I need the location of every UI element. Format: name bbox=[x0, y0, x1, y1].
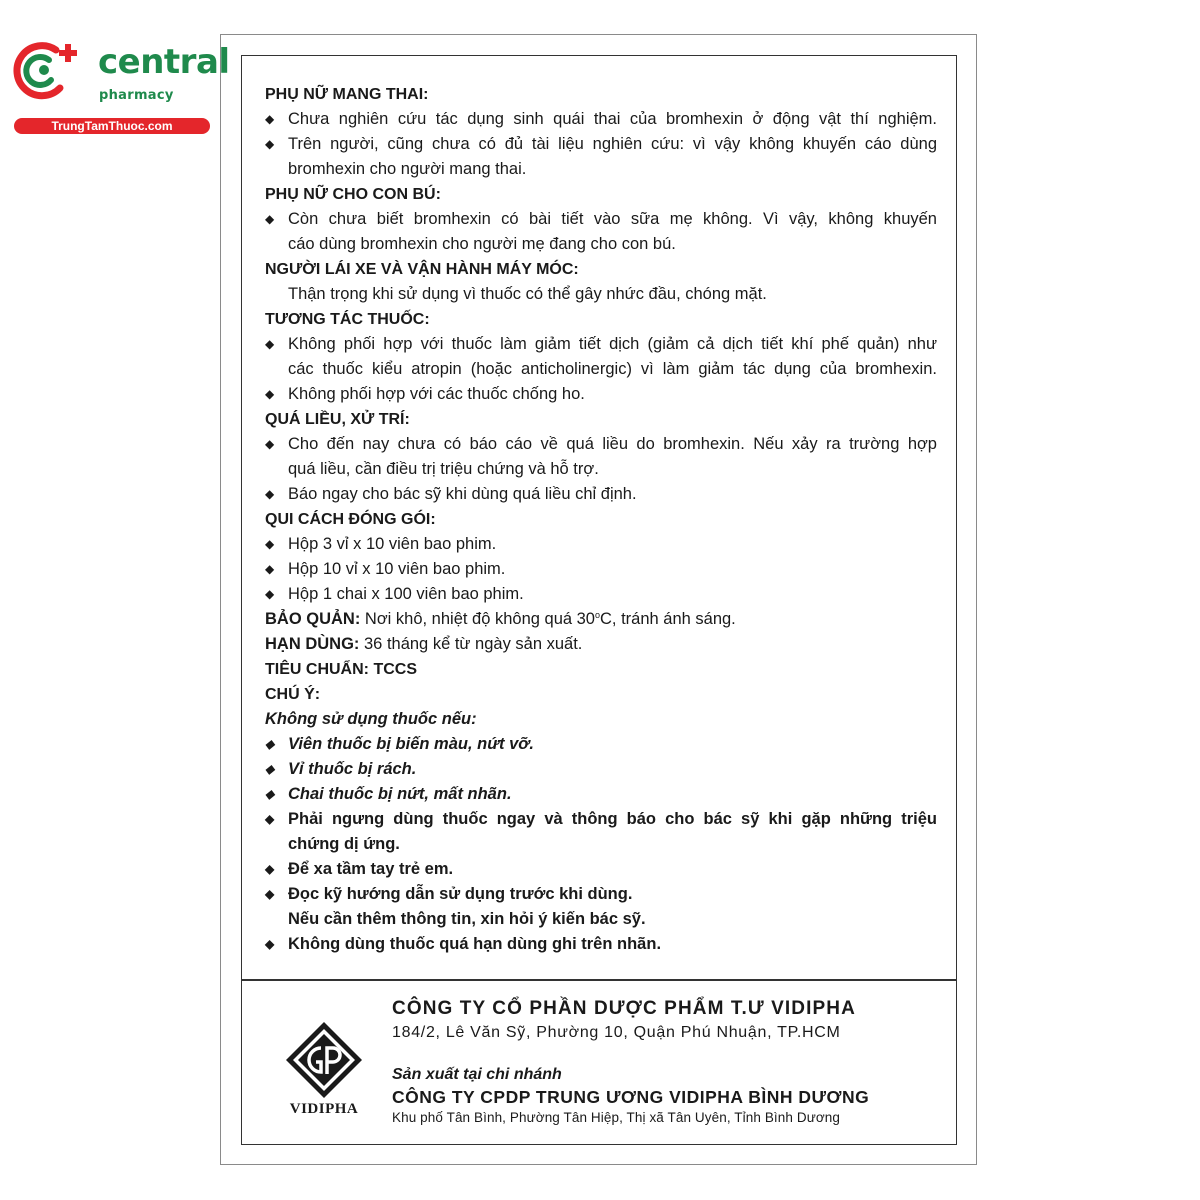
brand-url: TrungTamThuoc.com bbox=[14, 118, 210, 134]
bullet-text: Đọc kỹ hướng dẫn sử dụng trước khi dùng. bbox=[288, 885, 633, 903]
bullet-diamond-icon: ◆ bbox=[265, 737, 275, 751]
bullet-diamond-icon: ◆ bbox=[265, 387, 275, 401]
continuation-line: quá liều, cần điều trị triệu chứng và hỗ trợ. bbox=[288, 460, 599, 478]
continuation-line: Nếu cần thêm thông tin, xin hỏi ý kiến bác sỹ. bbox=[288, 910, 646, 928]
central-pharmacy-logo-icon bbox=[10, 38, 90, 104]
manufacturer-info bbox=[392, 996, 914, 1127]
bullet-item bbox=[265, 732, 937, 757]
line-label: BẢO QUẢN: bbox=[265, 610, 361, 628]
bullet-diamond-icon: ◆ bbox=[265, 112, 275, 126]
vidipha-logo-icon bbox=[284, 1020, 364, 1100]
bullet-text: Còn chưa biết bromhexin có bài tiết vào sữa mẹ không. Vì vậy, không khuyến bbox=[288, 210, 937, 228]
bullet-diamond-icon: ◆ bbox=[265, 537, 275, 551]
bullet-text: Không phối hợp với thuốc làm giảm tiết dịch (giảm cả dịch tiết khí phế quản) như bbox=[288, 335, 937, 353]
bullet-text: Hộp 10 vỉ x 10 viên bao phim. bbox=[288, 560, 506, 578]
line-value: 36 tháng kể từ ngày sản xuất. bbox=[359, 635, 583, 653]
bullet-text: Hộp 3 vỉ x 10 viên bao phim. bbox=[288, 535, 497, 553]
continuation-line: bromhexin cho người mang thai. bbox=[288, 160, 527, 178]
bullet-item bbox=[265, 807, 937, 832]
section-heading: PHỤ NỮ MANG THAI: bbox=[265, 86, 429, 103]
labeled-line bbox=[265, 607, 937, 632]
continuation-line: cáo dùng bromhexin cho người mẹ đang cho con bú. bbox=[288, 235, 676, 253]
bullet-text: Không phối hợp với các thuốc chống ho. bbox=[288, 385, 585, 403]
branch-name: CÔNG TY CPDP TRUNG ƯƠNG VIDIPHA BÌNH DƯƠNG bbox=[392, 1087, 870, 1107]
bullet-diamond-icon: ◆ bbox=[265, 337, 275, 351]
bullet-text: Báo ngay cho bác sỹ khi dùng quá liều chỉ định. bbox=[288, 485, 637, 503]
bullet-item bbox=[265, 882, 937, 907]
bullet-text: Để xa tầm tay trẻ em. bbox=[288, 860, 454, 878]
bullet-item bbox=[265, 582, 937, 607]
section-heading: QUÁ LIỀU, XỬ TRÍ: bbox=[265, 411, 410, 428]
section-heading: TIÊU CHUẨN: TCCS bbox=[265, 661, 417, 678]
bullet-item bbox=[265, 207, 937, 232]
bullet-text: Phải ngưng dùng thuốc ngay và thông báo cho bác sỹ khi gặp những triệu bbox=[288, 810, 937, 828]
continuation-line: chứng dị ứng. bbox=[288, 835, 400, 853]
company-address: 184/2, Lê Văn Sỹ, Phường 10, Quận Phú Nhuận, TP.HCM bbox=[392, 1024, 841, 1041]
footer-divider bbox=[241, 979, 957, 981]
bullet-text: Chai thuốc bị nứt, mất nhãn. bbox=[288, 785, 512, 803]
bullet-item bbox=[265, 932, 937, 957]
line-value-after: C, tránh ánh sáng. bbox=[600, 610, 736, 628]
branch-address: Khu phố Tân Bình, Phường Tân Hiệp, Thị xã Tân Uyên, Tỉnh Bình Dương bbox=[392, 1110, 840, 1125]
bullet-item bbox=[265, 482, 937, 507]
section-heading: NGƯỜI LÁI XE VÀ VẬN HÀNH MÁY MÓC: bbox=[265, 261, 579, 278]
bullet-item bbox=[265, 332, 937, 357]
section-heading: TƯƠNG TÁC THUỐC: bbox=[265, 311, 430, 328]
bullet-diamond-icon: ◆ bbox=[265, 487, 275, 501]
vidipha-logo-text: VIDIPHA bbox=[289, 1101, 359, 1117]
brand-name: central bbox=[98, 42, 230, 82]
bullet-text: Cho đến nay chưa có báo cáo về quá liều do bromhexin. Nếu xảy ra trường hợp bbox=[288, 435, 937, 453]
bullet-text: Hộp 1 chai x 100 viên bao phim. bbox=[288, 585, 524, 603]
bullet-diamond-icon: ◆ bbox=[265, 437, 275, 451]
bullet-diamond-icon: ◆ bbox=[265, 137, 275, 151]
bullet-item bbox=[265, 382, 937, 407]
section-heading: PHỤ NỮ CHO CON BÚ: bbox=[265, 186, 441, 203]
bullet-diamond-icon: ◆ bbox=[265, 587, 275, 601]
section-heading: QUI CÁCH ĐÓNG GÓI: bbox=[265, 511, 436, 528]
leaflet-content bbox=[265, 82, 937, 957]
bullet-text: Viên thuốc bị biến màu, nứt vỡ. bbox=[288, 735, 534, 753]
bullet-diamond-icon: ◆ bbox=[265, 562, 275, 576]
bullet-diamond-icon: ◆ bbox=[265, 762, 275, 776]
brand-subtitle: pharmacy bbox=[99, 88, 174, 103]
bullet-diamond-icon: ◆ bbox=[265, 212, 275, 226]
bullet-item bbox=[265, 557, 937, 582]
labeled-line bbox=[265, 632, 937, 657]
bullet-diamond-icon: ◆ bbox=[265, 862, 275, 876]
bullet-text: Không dùng thuốc quá hạn dùng ghi trên nhãn. bbox=[288, 935, 662, 953]
company-name: CÔNG TY CỔ PHẦN DƯỢC PHẨM T.Ư VIDIPHA bbox=[392, 998, 856, 1019]
continuation-line: các thuốc kiểu atropin (hoặc anticholinergic) vì làm giảm tác dụng của bromhexin. bbox=[288, 360, 937, 378]
bullet-diamond-icon: ◆ bbox=[265, 937, 275, 951]
italic-note: Không sử dụng thuốc nếu: bbox=[265, 710, 477, 728]
section-heading: CHÚ Ý: bbox=[265, 686, 321, 703]
bullet-item bbox=[265, 757, 937, 782]
bullet-item bbox=[265, 107, 937, 132]
bullet-diamond-icon: ◆ bbox=[265, 787, 275, 801]
continuation-line: Thận trọng khi sử dụng vì thuốc có thể gây nhức đầu, chóng mặt. bbox=[288, 285, 767, 303]
bullet-item bbox=[265, 432, 937, 457]
bullet-text: Vỉ thuốc bị rách. bbox=[288, 760, 417, 778]
bullet-item bbox=[265, 782, 937, 807]
bullet-item bbox=[265, 132, 937, 157]
bullet-text: Chưa nghiên cứu tác dụng sinh quái thai của bromhexin ở động vật thí nghiệm. bbox=[288, 110, 937, 128]
bullet-item bbox=[265, 857, 937, 882]
bullet-diamond-icon: ◆ bbox=[265, 887, 275, 901]
degree-superscript: o bbox=[594, 610, 600, 620]
made-at-label: Sản xuất tại chi nhánh bbox=[392, 1066, 562, 1083]
bullet-item bbox=[265, 532, 937, 557]
line-label: HẠN DÙNG: bbox=[265, 635, 360, 653]
pharmacy-logo bbox=[10, 36, 230, 136]
bullet-text: Trên người, cũng chưa có đủ tài liệu nghiên cứu: vì vậy không khuyến cáo dùng bbox=[288, 135, 937, 153]
bullet-diamond-icon: ◆ bbox=[265, 812, 275, 826]
line-value: Nơi khô, nhiệt độ không quá 30 bbox=[360, 610, 595, 628]
